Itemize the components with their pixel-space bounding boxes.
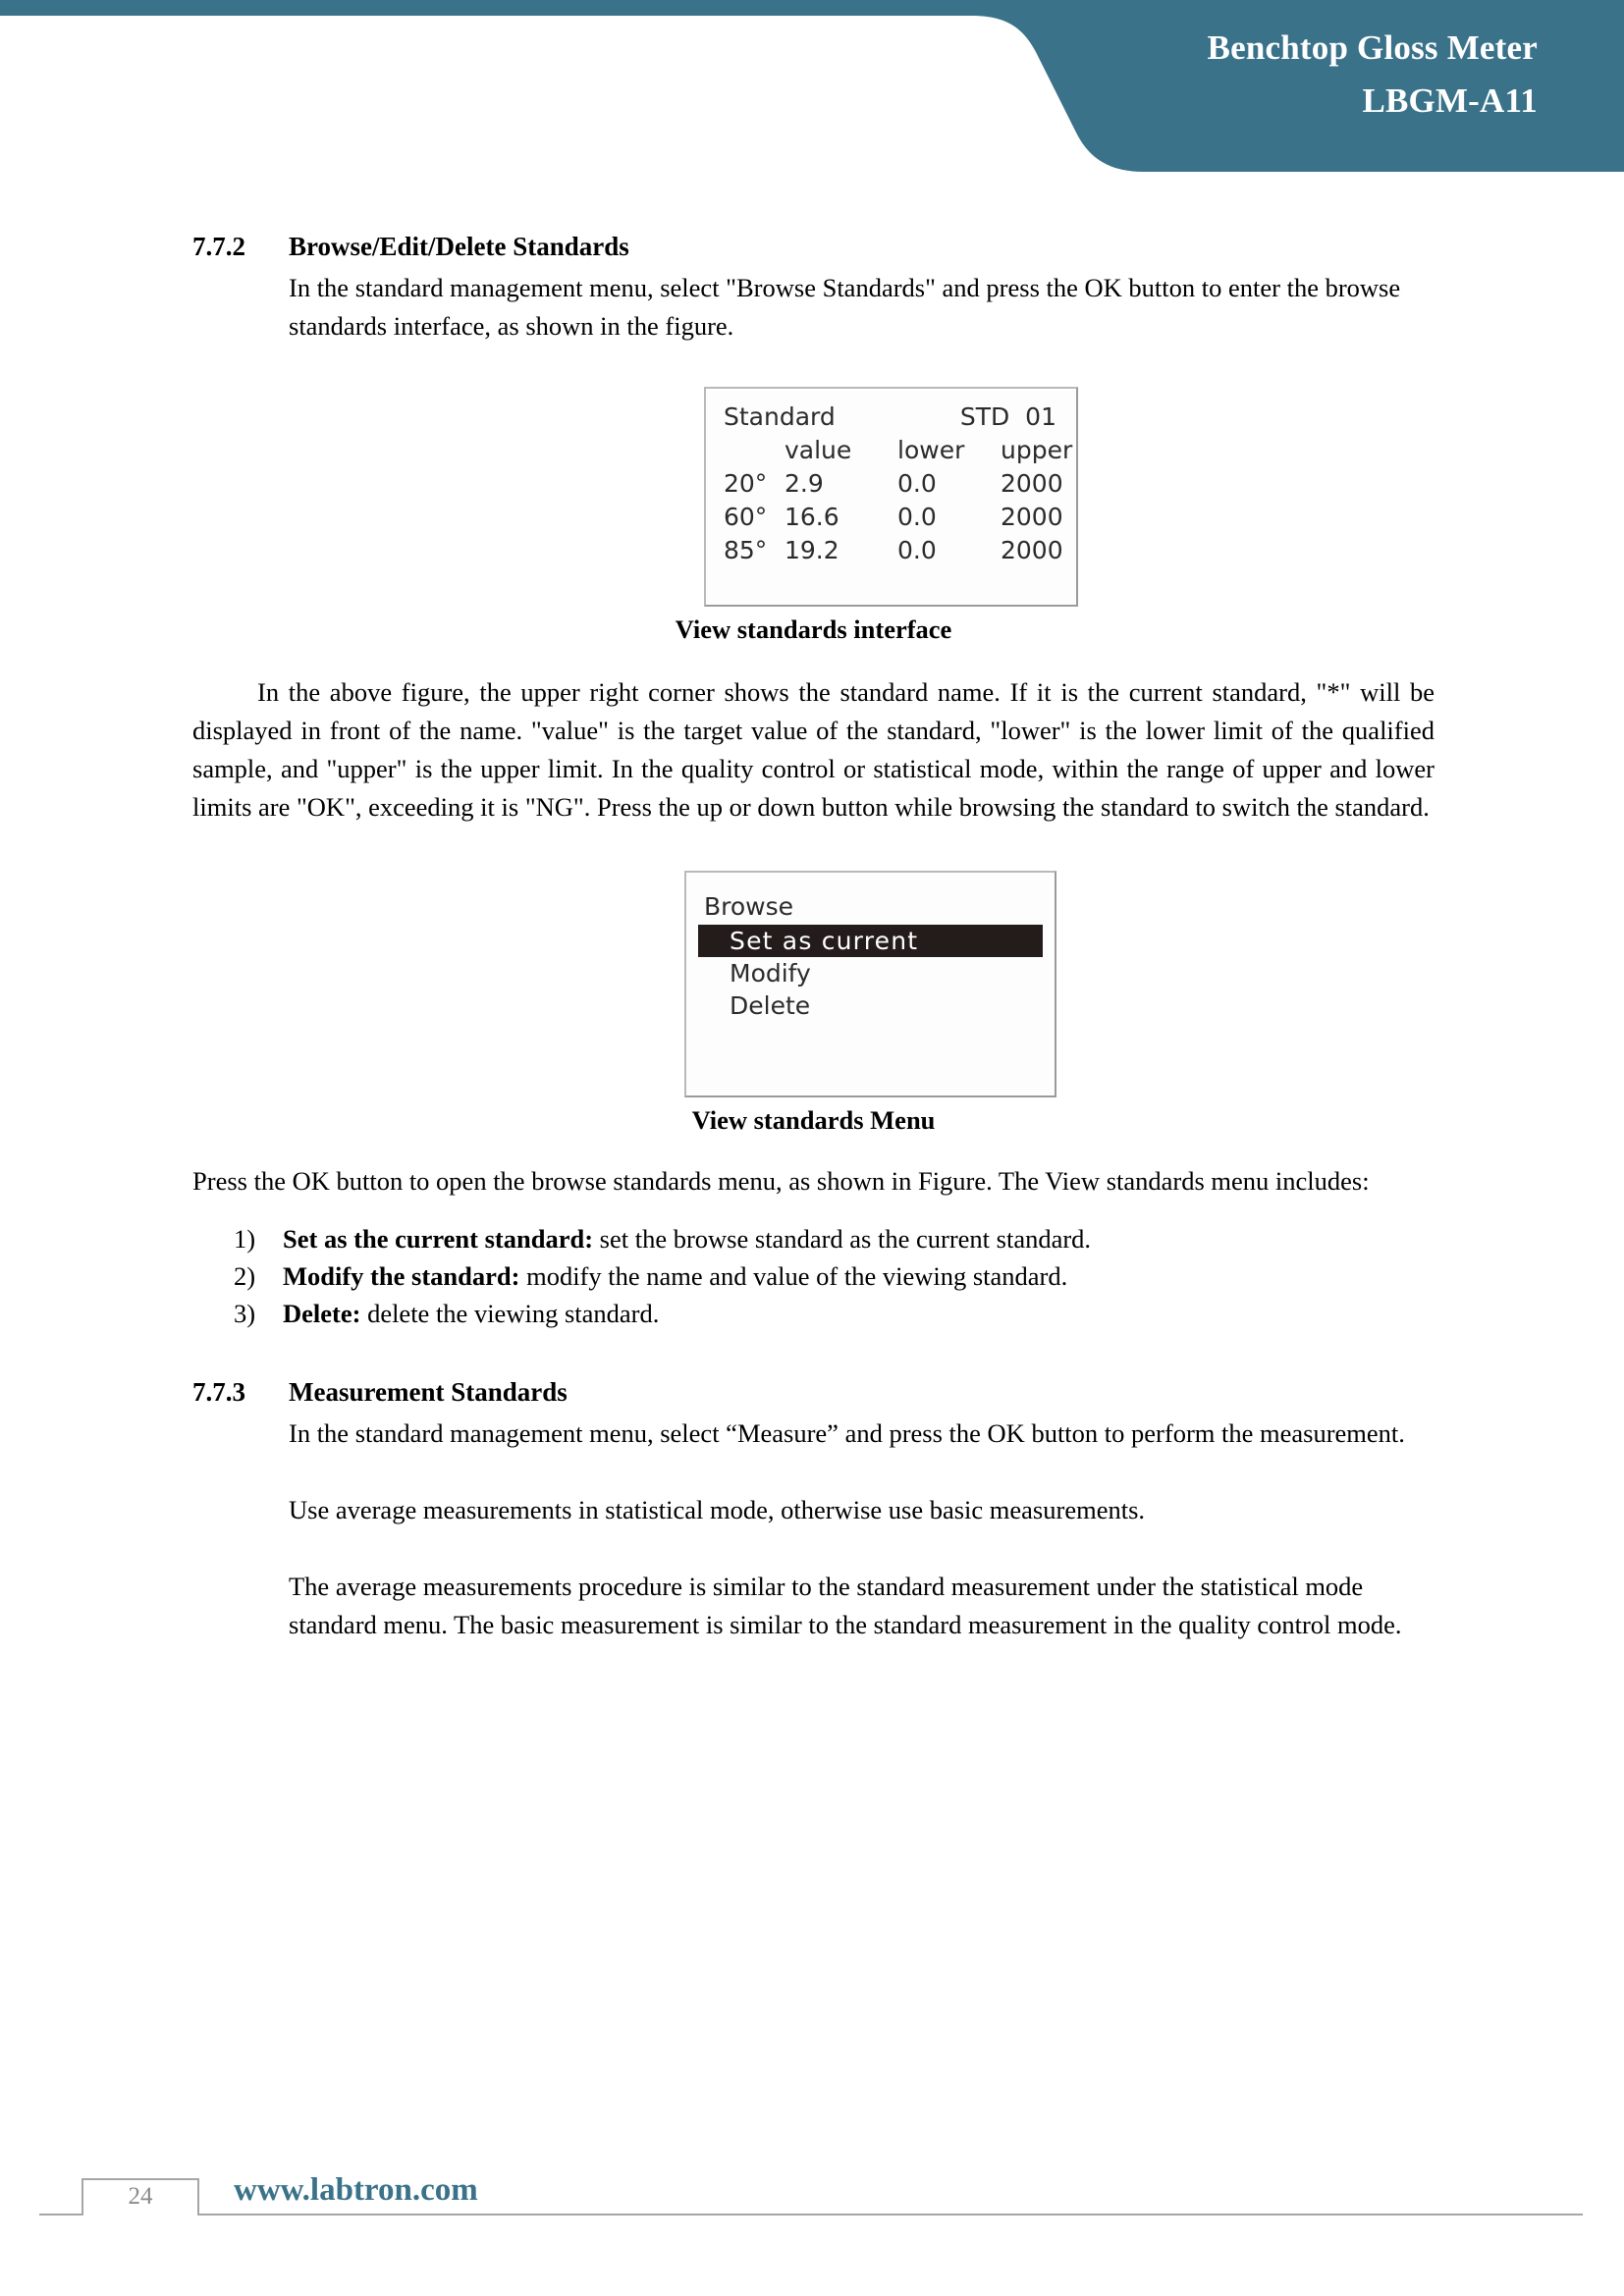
- lcd-header-row: [724, 400, 1062, 434]
- lcd-row-value: 2.9: [785, 469, 824, 498]
- paragraph-standard-fields: [192, 673, 1435, 827]
- section-773-paragraph-2: Use average measurements in statistical mode, otherwise use basic measurements.: [289, 1495, 1146, 1524]
- figure-caption-standards-interface: View standards interface: [675, 614, 952, 644]
- lcd-menu-item-delete[interactable]: Delete: [730, 991, 811, 1020]
- list-marker: 1): [234, 1224, 256, 1254]
- lcd-data-row: [724, 467, 1062, 501]
- section-title: Browse/Edit/Delete Standards: [289, 232, 629, 261]
- section-773-paragraph-1: In the standard management menu, select “Measure” and press the OK button to perform the measurement.: [289, 1418, 1405, 1448]
- lcd-row-value: 16.6: [785, 503, 839, 531]
- lcd-row-upper: 2000: [1001, 503, 1063, 531]
- lcd-row-lower: 0.0: [897, 469, 937, 498]
- figure-view-standards-menu: [192, 871, 1435, 1137]
- lcd-data-row: [724, 501, 1062, 534]
- page-footer: [0, 2139, 1624, 2296]
- lcd-col-lower: lower: [897, 436, 965, 464]
- list-term: Modify the standard:: [283, 1261, 520, 1291]
- lcd-menu-title: Browse: [704, 892, 794, 921]
- lcd-screen-browse-menu: [684, 871, 1056, 1097]
- page-header: [0, 0, 1624, 187]
- lcd-data-row: [724, 534, 1062, 567]
- lcd-angle-blank: [724, 434, 785, 467]
- lcd-row-upper: 2000: [1001, 469, 1063, 498]
- list-marker: 3): [234, 1299, 256, 1328]
- page-number: 24: [128, 2183, 153, 2210]
- figure-view-standards-interface: [192, 387, 1435, 646]
- lcd-standard-name: STD 01: [959, 402, 1056, 431]
- lcd-row-value: 19.2: [785, 536, 839, 564]
- header-title-group: [1208, 22, 1538, 128]
- footer-divider: [39, 2214, 1583, 2216]
- lcd-col-upper: upper: [1001, 436, 1073, 464]
- list-item: [234, 1295, 1435, 1332]
- section-number: 7.7.2: [192, 232, 245, 261]
- paragraph-menu-intro: Press the OK button to open the browse standards menu, as shown in Figure. The View standards menu includes:: [192, 1166, 1370, 1196]
- list-text: [283, 1257, 1435, 1295]
- lcd-row-lower: 0.0: [897, 503, 937, 531]
- paragraph-text: In the above figure, the upper right corner shows the standard name. If it is the current standard, "*" will be displayed in front of the name. "value" is the target value of the standard, "lower" is the lower limit of the qualified sample, and "upper" is the upper limit. In the quality control or statistical mode, within the range of upper and lower limits are "OK", exceeding it is "NG". Press the up or down button while browsing the standard to switch the standard.: [192, 677, 1435, 822]
- lcd-row-angle: 60°: [724, 503, 768, 531]
- product-model: LBGM-A11: [1362, 81, 1538, 120]
- list-description: set the browse standard as the current standard.: [593, 1224, 1092, 1254]
- menu-options-list: [234, 1220, 1435, 1332]
- lcd-screen-standard: [704, 387, 1078, 607]
- lcd-row-upper: 2000: [1001, 536, 1063, 564]
- product-name: Benchtop Gloss Meter: [1207, 28, 1538, 67]
- lcd-column-header-row: [724, 434, 1073, 467]
- page-content: [192, 228, 1435, 1644]
- list-term: Delete:: [283, 1299, 361, 1328]
- lcd-menu-item-modify[interactable]: Modify: [730, 959, 811, 988]
- section-heading-7-7-3: [192, 1373, 1435, 1411]
- list-term: Set as the current standard:: [283, 1224, 594, 1254]
- footer-website-link[interactable]: www.labtron.com: [234, 2172, 478, 2208]
- list-description: modify the name and value of the viewing standard.: [519, 1261, 1068, 1291]
- lcd-row-angle: 20°: [724, 469, 768, 498]
- lcd-row-angle: 85°: [724, 536, 768, 564]
- list-marker: 2): [234, 1261, 256, 1291]
- figure-caption-standards-menu: View standards Menu: [691, 1105, 936, 1135]
- section-heading-7-7-2: [192, 228, 1435, 265]
- section-number: 7.7.3: [192, 1377, 245, 1407]
- list-item: [234, 1257, 1435, 1295]
- list-description: delete the viewing standard.: [360, 1299, 660, 1328]
- list-text: [283, 1220, 1435, 1257]
- lcd-row-lower: 0.0: [897, 536, 937, 564]
- section-title: Measurement Standards: [289, 1377, 568, 1407]
- list-item: [234, 1220, 1435, 1257]
- list-text: [283, 1295, 1435, 1332]
- section-772-intro-paragraph: In the standard management menu, select "Browse Standards" and press the OK button to enter the browse standards interface, as shown in the figure.: [289, 273, 1401, 341]
- lcd-col-value: value: [785, 436, 852, 464]
- section-773-paragraph-3: The average measurements procedure is similar to the standard measurement under the statistical mode standard menu. The basic measurement is similar to the standard measurement in the quality control mode.: [289, 1572, 1402, 1639]
- lcd-standard-label: Standard: [724, 402, 836, 431]
- lcd-menu-item-set-as-current[interactable]: Set as current: [698, 925, 1043, 957]
